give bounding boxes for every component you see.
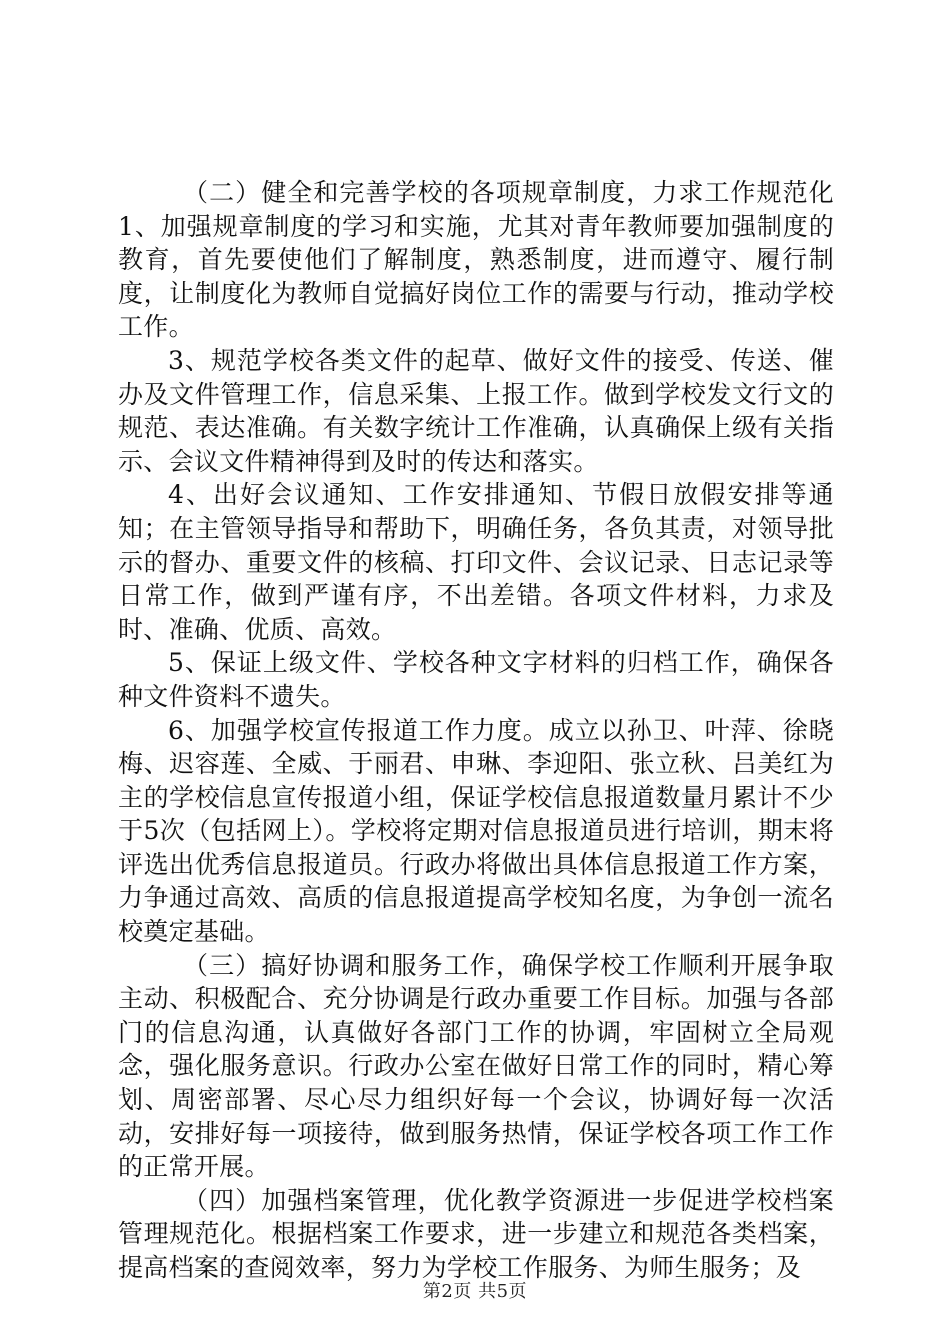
paragraph-item-6: 6、加强学校宣传报道工作力度。成立以孙卫、叶萍、徐晓梅、迟容莲、全威、于丽君、申琳、李迎阳、张立秋、吕美红为主的学校信息宣传报道小组，保证学校信息报道数量月累计不少于5次（包括网上）。学校将定期对信息报道员进行培训，期末将评选出优秀信息报道员。行政办将做出具体信息报道工作方案，力争通过高效、高质的信息报道提高学校知名度，为争创一流名校奠定基础。 [118,715,834,947]
paragraph-item-4: 4、出好会议通知、工作安排通知、节假日放假安排等通知；在主管领导指导和帮助下，明确任务，各负其责，对领导批示的督办、重要文件的核稿、打印文件、会议记录、日志记录等日常工作，做到严谨有序，不出差错。各项文件材料，力求及时、准确、优质、高效。 [118,480,834,644]
paragraph-item-3: 3、规范学校各类文件的起草、做好文件的接受、传送、催办及文件管理工作，信息采集、上报工作。做到学校发文行文的规范、表达准确。有关数字统计工作准确，认真确保上级有关指示、会议文件精神得到及时的传达和落实。 [118,345,834,476]
paragraph-section-2: （二）健全和完善学校的各项规章制度，力求工作规范化1、加强规章制度的学习和实施，尤其对青年教师要加强制度的教育，首先要使他们了解制度，熟悉制度，进而遵守、履行制度，让制度化为教师自觉搞好岗位工作的需要与行动，推动学校工作。 [118,178,834,342]
paragraph-section-4: （四）加强档案管理，优化教学资源进一步促进学校档案管理规范化。根据档案工作要求，进一步建立和规范各类档案，提高档案的查阅效率，努力为学校工作服务、为师生服务；及 [118,1185,834,1282]
document-body [118,176,834,1285]
paragraph-section-3: （三）搞好协调和服务工作，确保学校工作顺利开展争取主动、积极配合、充分协调是行政办重要工作目标。加强与各部门的信息沟通，认真做好各部门工作的协调，牢固树立全局观念，强化服务意识。行政办公室在做好日常工作的同时，精心筹划、周密部署、尽心尽力组织好每一个会议，协调好每一次活动，安排好每一项接待，做到服务热情，保证学校各项工作工作的正常开展。 [118,950,834,1182]
paragraph-item-5: 5、保证上级文件、学校各种文字材料的归档工作，确保各种文件资料不遗失。 [118,648,834,711]
page-footer: 第2页 共5页 [422,1281,528,1302]
